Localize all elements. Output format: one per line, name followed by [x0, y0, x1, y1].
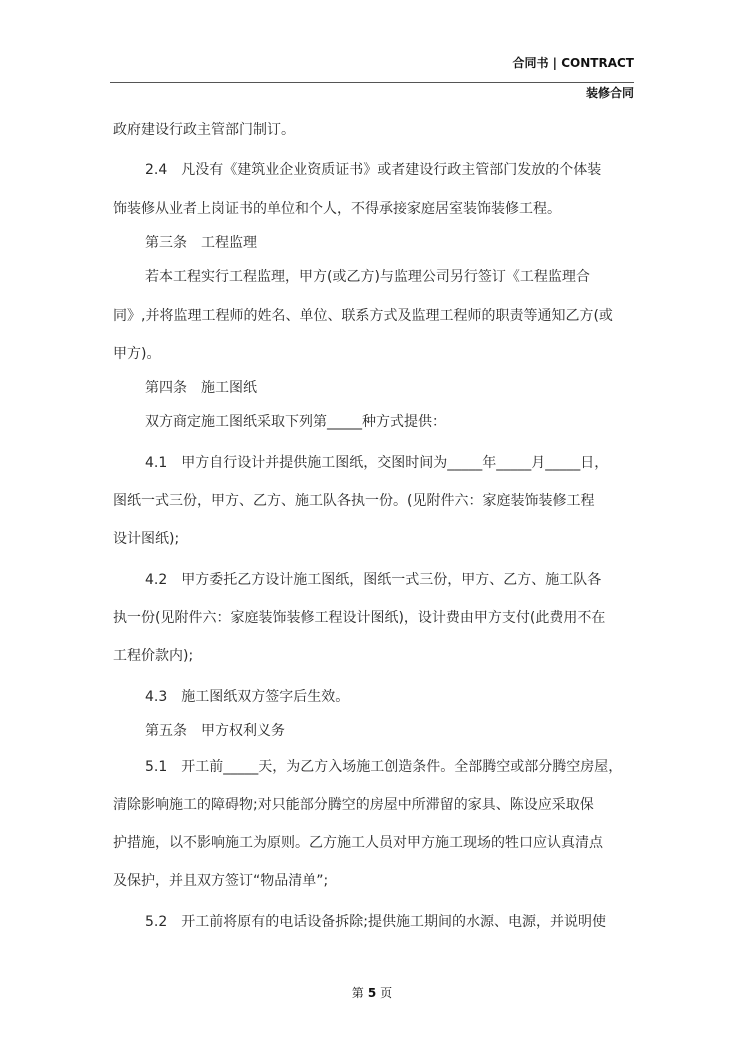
clause-4-2: [145, 570, 601, 590]
page-footer: [0, 984, 744, 1001]
text-line: 若本工程实行工程监理，甲方(或乙方)与监理公司另行签订《工程监理合: [145, 269, 590, 285]
clause-number: 5.2: [145, 914, 168, 930]
clause-2-4: [145, 160, 601, 180]
text-line: 及保护，并且双方签订“物品清单”;: [113, 873, 329, 889]
clause-number: 4.1: [145, 455, 168, 471]
text-line: 凡没有《建筑业企业资质证书》或者建设行政主管部门发放的个体装: [181, 162, 602, 178]
text-line: 开工前将原有的电话设备拆除;提供施工期间的水源、电源，并说明使: [181, 914, 606, 930]
clause-5-2: [145, 912, 606, 932]
text-line: 甲方)。: [113, 346, 161, 362]
header-divider: [110, 82, 634, 83]
text-line: 开工前_____天，为乙方入场施工创造条件。全部腾空或部分腾空房屋，: [181, 759, 623, 775]
article-heading: 第四条 施工图纸: [145, 380, 257, 396]
text-line: 甲方委托乙方设计施工图纸，图纸一式三份，甲方、乙方、施工队各: [181, 572, 602, 588]
article-heading: 第三条 工程监理: [145, 235, 257, 251]
text-line: 施工图纸双方签字后生效。: [181, 689, 350, 705]
clause-4-3: [145, 687, 349, 707]
text-line: 政府建设行政主管部门制订。: [113, 122, 295, 138]
text-line: 护措施，以不影响施工为原则。乙方施工人员对甲方施工现场的牲口应认真清点: [113, 835, 603, 851]
clause-5-1: [145, 757, 622, 777]
clause-number: 2.4: [145, 162, 168, 178]
clause-number: 4.2: [145, 572, 168, 588]
clause-number: 4.3: [145, 689, 168, 705]
page-suffix: 页: [380, 986, 393, 1000]
header-subtitle: 装修合同: [585, 86, 634, 100]
header-title: 合同书 | CONTRACT: [512, 56, 634, 70]
text-line: 清除影响施工的障碍物;对只能部分腾空的房屋中所滞留的家具、陈设应采取保: [113, 797, 594, 813]
text-line: 甲方自行设计并提供施工图纸，交图时间为_____年_____月_____日，: [181, 455, 609, 471]
text-line: 工程价款内);: [113, 648, 194, 664]
page-number: 5: [367, 986, 377, 1000]
text-line: 执一份(见附件六：家庭装饰装修工程设计图纸)，设计费由甲方支付(此费用不在: [113, 610, 606, 626]
text-line: 图纸一式三份，甲方、乙方、施工队各执一份。(见附件六：家庭装饰装修工程: [113, 493, 595, 509]
text-line: 设计图纸);: [113, 531, 180, 547]
text-line: 饰装修从业者上岗证书的单位和个人，不得承接家庭居室装饰装修工程。: [113, 201, 561, 217]
text-line: 双方商定施工图纸采取下列第_____种方式提供：: [145, 414, 446, 430]
article-heading: 第五条 甲方权利义务: [145, 723, 285, 739]
text-line: 同》,并将监理工程师的姓名、单位、联系方式及监理工程师的职责等通知乙方(或: [113, 308, 613, 324]
page-prefix: 第: [351, 986, 364, 1000]
clause-4-1: [145, 453, 608, 473]
clause-number: 5.1: [145, 759, 168, 775]
